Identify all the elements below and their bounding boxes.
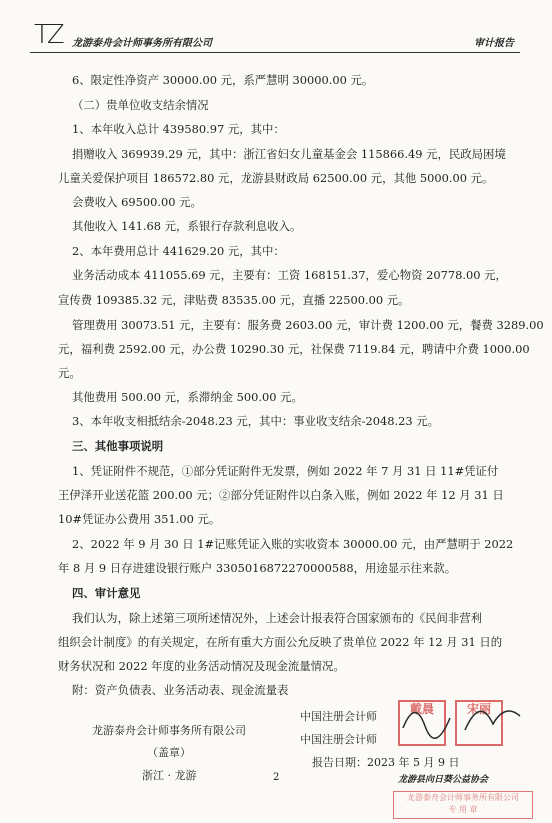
header-firm-name: 龙游泰舟会计师事务所有限公司 (72, 38, 212, 49)
footer-org-name: 龙游县向日葵公益协会 (398, 775, 489, 785)
text-line: 元。 (58, 366, 81, 380)
footer-seal-line1: 龙游泰舟会计师事务所有限公司 (407, 793, 519, 802)
signature-location: 浙江 · 龙游 (142, 769, 197, 782)
text-line: 元，福利费 2592.00 元，办公费 10290.30 元，社保费 7119.84 元，聘请中介费 1000.00 (58, 342, 530, 356)
text-line: 2、本年费用总计 441629.20 元，其中： (72, 244, 285, 258)
page-header (30, 18, 520, 53)
text-line: 1、凭证附件不规范，①部分凭证附件无发票，例如 2022 年 7 月 31 日 11#凭证付 (72, 464, 499, 478)
page-number: 2 (273, 772, 280, 783)
section-heading: （二）贵单位收支结余情况 (72, 98, 209, 112)
section-heading: 四、审计意见 (72, 586, 141, 600)
text-line: 2、2022 年 9 月 30 日 1#记账凭证入账的实收资本 30000.00 元，由严慧明于 2022 (72, 537, 514, 551)
text-line: 我们认为，除上述第三项所述情况外，上述会计报表符合国家颁布的《民间非营利 (72, 611, 483, 625)
signature-seal-label: （盖章） (147, 746, 191, 759)
text-line: 年 8 月 9 日存进建设银行账户 3305016872270000588，用途显示往来款。 (58, 561, 457, 575)
attachments-line: 附：资产负债表、业务活动表、现金流量表 (72, 683, 289, 697)
footer-seal-line2: 专 用 章 (448, 805, 478, 814)
text-line: 捐赠收入 369939.29 元，其中：浙江省妇女儿童基金会 115866.49 元，民政局困境 (72, 147, 506, 161)
header-report-title: 审计报告 (474, 38, 514, 49)
signature-firm: 龙游泰舟会计师事务所有限公司 (92, 724, 246, 737)
cpa-stamp-1-name: 戴晨 (409, 702, 434, 716)
text-line: 6、限定性净资产 30000.00 元，系严慧明 30000.00 元。 (72, 73, 374, 87)
text-line: 3、本年收支相抵结余-2048.23 元，其中：事业收支结余-2048.23 元。 (72, 414, 439, 428)
firm-logo: TZ (34, 20, 62, 50)
text-line: 儿童关爱保护项目 186572.80 元，龙游县财政局 62500.00 元，其他 5000.00 元。 (58, 171, 494, 185)
text-line: 其他费用 500.00 元，系滞纳金 500.00 元。 (72, 390, 303, 404)
text-line: 其他收入 141.68 元，系银行存款利息收入。 (72, 219, 302, 233)
cpa-label-1: 中国注册会计师 (300, 710, 377, 723)
cpa-stamp-2-name: 宋丽 (466, 702, 491, 716)
text-line: 10#凭证办公费用 351.00 元。 (58, 512, 221, 526)
text-line: 宣传费 109385.32 元，津贴费 83535.00 元，直播 22500.00 元。 (58, 293, 410, 307)
text-line: 业务活动成本 411055.69 元，主要有：工资 168151.37，爱心物资 20778.00 元， (72, 268, 507, 282)
handwritten-signature (395, 688, 535, 748)
text-line: 王伊泽开业送花篮 200.00 元；②部分凭证附件以白条入账，例如 2022 年 12 月 31 日 (58, 488, 504, 502)
footer-seal (393, 791, 533, 819)
text-line: 会费收入 69500.00 元。 (72, 195, 202, 209)
text-line: 组织会计制度》的有关规定，在所有重大方面公允反映了贵单位 2022 年 12 月 31 日的 (58, 635, 503, 649)
text-line: 1、本年收入总计 439580.97 元，其中： (72, 122, 285, 136)
text-line: 财务状况和 2022 年度的业务活动情况及现金流量情况。 (58, 659, 345, 673)
section-heading: 三、其他事项说明 (72, 439, 164, 453)
cpa-label-2: 中国注册会计师 (300, 733, 377, 746)
report-date: 报告日期：2023 年 5 月 9 日 (312, 756, 460, 769)
text-line: 管理费用 30073.51 元，主要有：服务费 2603.00 元，审计费 1200.00 元，餐费 3289.00 (72, 318, 544, 332)
